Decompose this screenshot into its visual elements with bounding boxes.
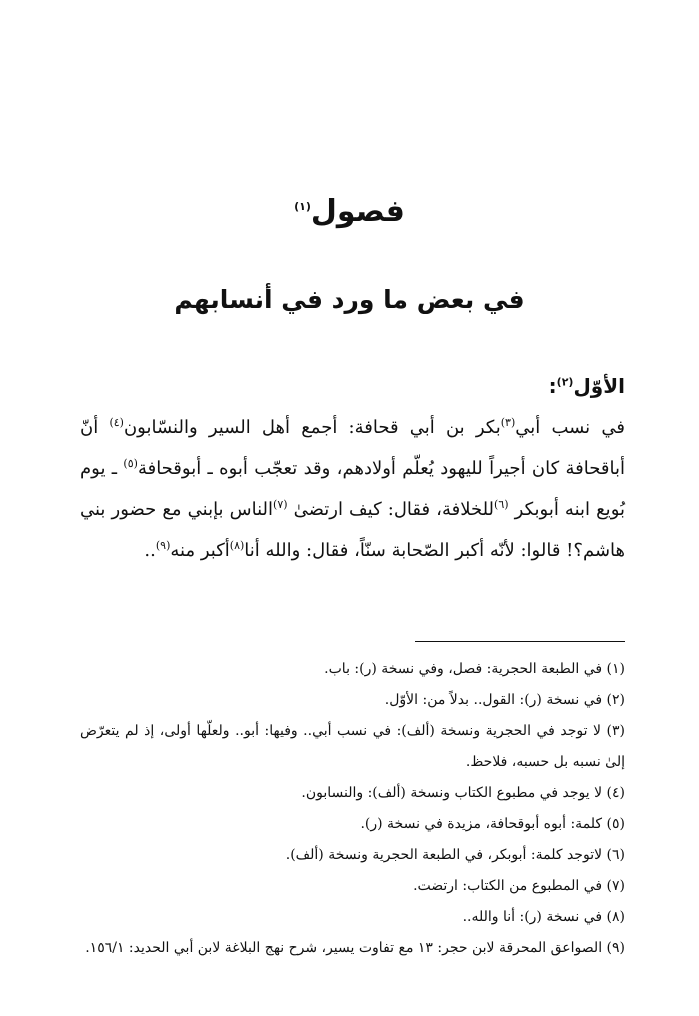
footnote-mark: (٦) bbox=[494, 498, 509, 511]
footnote-5: (٥) كلمة: أبوه أبوقحافة، مزيدة في نسخة (ر). bbox=[360, 816, 625, 832]
main-text bbox=[80, 366, 625, 571]
footnote-mark: (٨) bbox=[229, 539, 245, 552]
body-segment: للخلافة، فقال: كيف ارتضىٰ bbox=[293, 499, 495, 520]
footnote-mark: (٧) bbox=[273, 498, 288, 511]
footnote-mark: (٥) bbox=[123, 457, 138, 470]
footnote-9: (٩) الصواعق المحرقة لابن حجر: ١٣ مع تفاوت يسير، شرح نهج البلاغة لابن أبي الحديد: ١٥٦/١. bbox=[85, 940, 625, 956]
section-heading-suffix: : bbox=[548, 374, 557, 398]
footnote-6: (٦) لاتوجد كلمة: أبوبكر، في الطبعة الحجرية ونسخة (ألف). bbox=[285, 847, 625, 863]
footnote-8: (٨) في نسخة (ر): أنا والله.. bbox=[462, 909, 625, 925]
body-segment: في نسب أبي bbox=[515, 417, 625, 438]
footnote-divider bbox=[415, 641, 625, 642]
footnote-mark: (٤) bbox=[109, 416, 124, 429]
body-segment: قالوا: لأنّه أكبر الصّحابة سنّاً، فقال: والله أنا bbox=[244, 540, 561, 561]
body-segment: أكبر منه bbox=[170, 540, 230, 561]
body-segment: ـ يوم بُويع ابنه أبوبكر bbox=[80, 458, 625, 520]
footnote-mark: (٣) bbox=[500, 416, 516, 429]
footnote-mark: (٩) bbox=[155, 539, 171, 552]
footnote-1: (١) في الطبعة الحجرية: فصل، وفي نسخة (ر): باب. bbox=[324, 661, 625, 677]
chapter-subtitle: في بعض ما ورد في أنسابهم bbox=[174, 285, 525, 314]
footnote-7: (٧) في المطبوع من الكتاب: ارتضت. bbox=[413, 878, 625, 894]
footnote-3: (٣) لا توجد في الحجرية ونسخة (ألف): في نسب أبي.. وفيها: أبو.. ولعلّها أولى، إذ لم يتعرّض إلىٰ نسبه بل حسبه، فلاحظ. bbox=[80, 723, 625, 770]
footnote-4: (٤) لا يوجد في مطبوع الكتاب ونسخة (ألف): والنسابون. bbox=[301, 785, 625, 801]
body-segment: أنّ أباقحافة كان أجيراً لليهود يُعلّم أولادهم، وقد تعجّب أبوه ـ أبوقحافة bbox=[80, 417, 625, 479]
main-paragraph bbox=[80, 407, 625, 571]
section-heading bbox=[80, 366, 625, 407]
chapter-title bbox=[0, 190, 699, 234]
body-segment: .. bbox=[144, 540, 156, 561]
title-footnote-mark: (١) bbox=[294, 200, 311, 213]
section-heading-text: الأوّل bbox=[573, 374, 625, 398]
body-segment: بكر بن أبي قحافة: أجمع أهل السير والنسّابون bbox=[123, 417, 501, 438]
footnotes-list bbox=[80, 654, 625, 964]
chapter-title-text: فصول bbox=[310, 194, 405, 229]
footnote-2: (٢) في نسخة (ر): القول.. بدلاً من: الأوّل. bbox=[384, 692, 625, 708]
body-segment: الناس بإبني مع حضور بني هاشم؟! bbox=[80, 499, 625, 561]
heading-footnote-mark: (٢) bbox=[556, 375, 574, 389]
